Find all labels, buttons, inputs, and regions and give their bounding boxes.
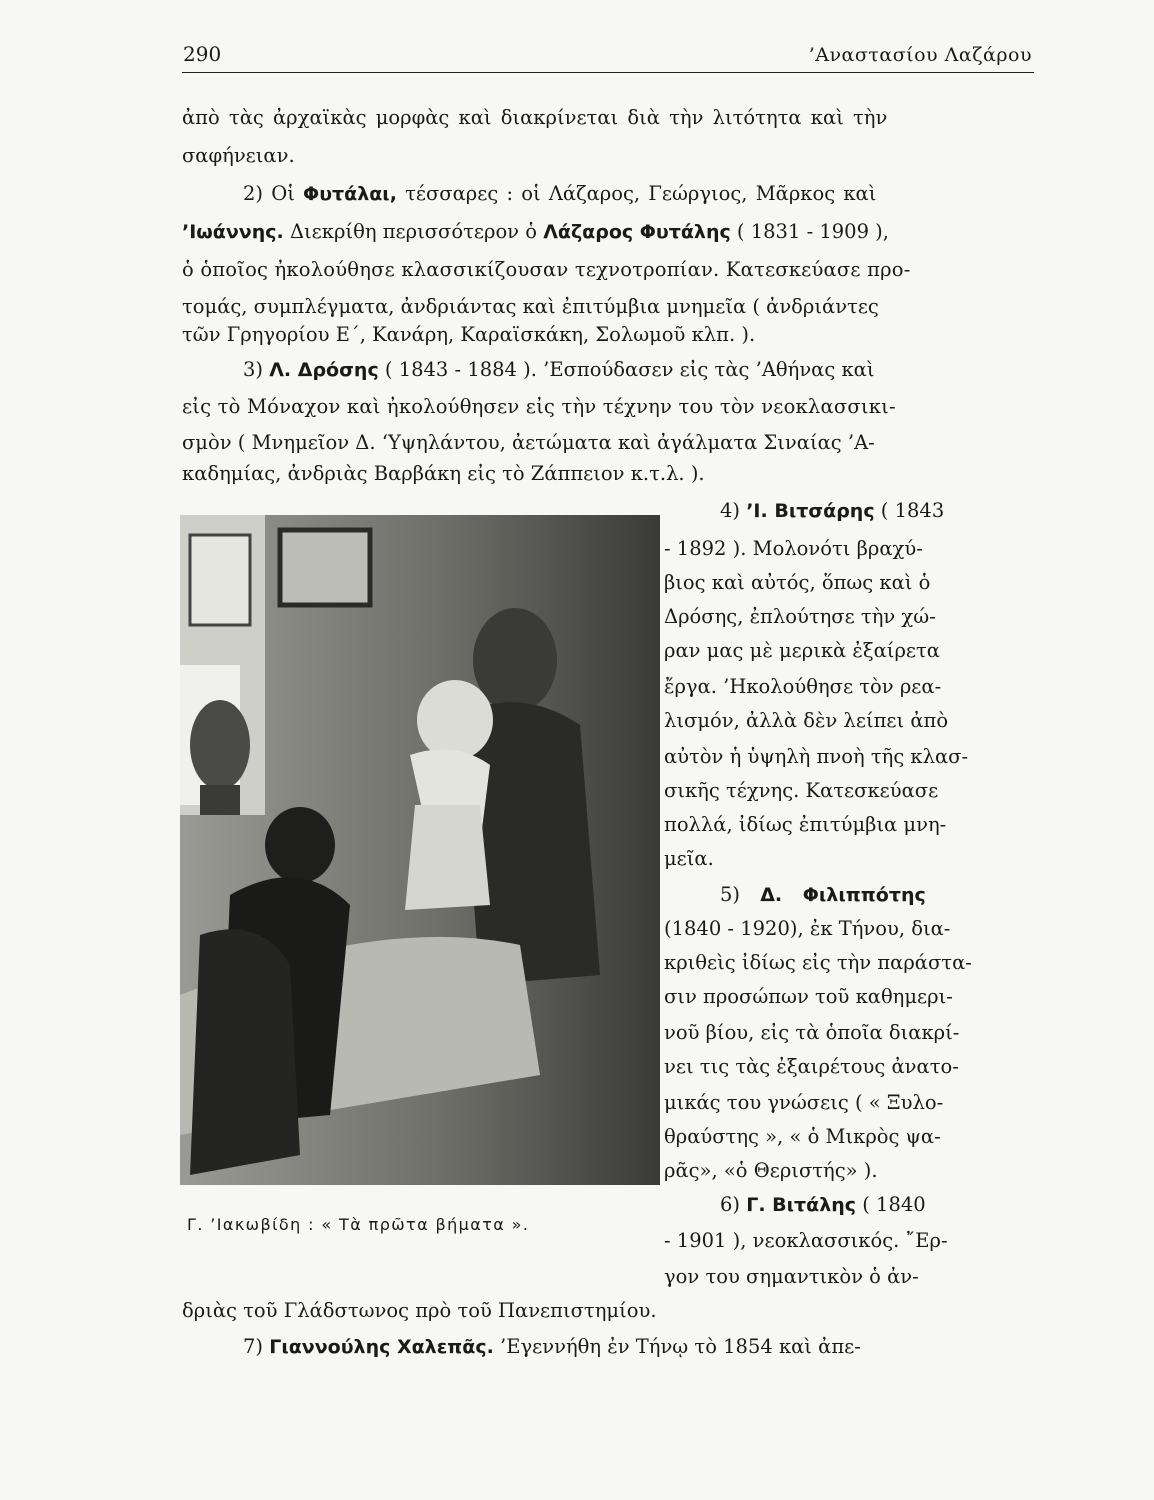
text-line-10: σμὸν ( Μνημεῖον Δ. ‘Υψηλάντου, ἀετώματα καὶ ἀγάλματα Σιναίας ’Α-	[182, 431, 875, 454]
text-line-8: 3) Λ. Δρόσης ( 1843 - 1884 ). ’Εσπούδασεν εἰς τὰς ’Αθήνας καὶ	[243, 358, 875, 381]
text-right-1: 4) ’Ι. Βιτσάρης ( 1843	[720, 499, 945, 522]
header-rule	[182, 72, 1034, 73]
text-right-22: - 1901 ), νεοκλασσικός. ῎Ερ-	[664, 1229, 948, 1252]
text-line-7: τῶν Γρηγορίου Ε΄, Κανάρη, Καραϊσκάκη, Σολωμοῦ κλπ. ).	[182, 323, 756, 346]
running-head: ’Αναστασίου Λαζάρου	[808, 44, 1032, 66]
text-line-3: 2) Οἱ Φυτάλαι, τέσσαρες : οἱ Λάζαρος, Γεώργιος, Μᾶρκος καὶ	[243, 182, 877, 205]
text-right-12: 5) Δ. Φιλιππότης	[720, 883, 926, 906]
text-right-4: Δρόσης, ἐπλούτησε τὴν χώ-	[664, 605, 936, 628]
text-right-17: νει τις τὰς ἐξαιρέτους ἀνατο-	[664, 1055, 959, 1078]
text-line-13: 7) Γιαννούλης Χαλεπᾶς. ’Εγεννήθη ἐν Τήνῳ τὸ 1854 καὶ ἀπε-	[243, 1335, 861, 1358]
text-right-13: (1840 - 1920), ἐκ Τήνου, δια-	[664, 917, 951, 940]
text-right-18: μικάς του γνώσεις ( « Ξυλο-	[664, 1091, 944, 1114]
text-right-21: 6) Γ. Βιτάλης ( 1840	[720, 1193, 926, 1216]
text-right-14: κριθεὶς ἰδίως εἰς τὴν παράστα-	[664, 951, 972, 974]
text-line-9: εἰς τὸ Μόναχον καὶ ἠκολούθησεν εἰς τὴν τέχνην του τὸν νεοκλασσικι-	[182, 395, 896, 418]
text-line-5: ὁ ὁποῖος ἠκολούθησε κλασσικίζουσαν τεχνοτροπίαν. Κατεσκεύασε προ-	[182, 258, 911, 281]
page-number: 290	[183, 42, 222, 66]
text-right-6: ἔργα. ’Ηκολούθησε τὸν ρεα-	[664, 675, 942, 698]
figure-photo	[180, 515, 660, 1185]
text-right-8: αὐτὸν ἡ ὑψηλὴ πνοὴ τῆς κλασ-	[664, 745, 969, 768]
text-right-20: ρᾶς», «ὁ Θεριστής» ).	[664, 1159, 878, 1182]
text-line-11: καδημίας, ἀνδριὰς Βαρβάκη εἰς τὸ Ζάππειον κ.τ.λ. ).	[182, 462, 705, 485]
text-right-16: νοῦ βίου, εἰς τὰ ὁποῖα διακρί-	[664, 1021, 960, 1044]
text-right-10: πολλά, ἰδίως ἐπιτύμβια μνη-	[664, 813, 947, 836]
text-right-19: θραύστης », « ὁ Μικρὸς ψα-	[664, 1125, 941, 1148]
text-line-12: δριὰς τοῦ Γλάδστωνος πρὸ τοῦ Πανεπιστημίου.	[182, 1299, 657, 1322]
figure-caption: Γ. ’Ιακωβίδη : « Τὰ πρῶτα βήματα ».	[187, 1215, 530, 1234]
text-right-7: λισμόν, ἀλλὰ δὲν λείπει ἀπὸ	[664, 709, 949, 732]
text-right-15: σιν προσώπων τοῦ καθημερι-	[664, 985, 953, 1008]
text-right-2: - 1892 ). Μολονότι βραχύ-	[664, 537, 923, 560]
text-line-4: ’Ιωάννης. Διεκρίθη περισσότερον ὁ Λάζαρος Φυτάλης ( 1831 - 1909 ),	[182, 220, 889, 243]
text-right-3: βιος καὶ αὐτός, ὅπως καὶ ὁ	[664, 571, 931, 594]
figure-illustration	[180, 515, 660, 1185]
text-line-2: σαφήνειαν.	[182, 144, 295, 167]
text-right-5: ραν μας μὲ μερικὰ ἐξαίρετα	[664, 639, 940, 662]
text-line-6: τομάς, συμπλέγματα, ἀνδριάντας καὶ ἐπιτύμβια μνημεῖα ( ἀνδριάντες	[182, 295, 879, 318]
text-right-11: μεῖα.	[664, 847, 714, 870]
text-right-9: σικῆς τέχνης. Κατεσκεύασε	[664, 779, 939, 802]
text-line-1: ἀπὸ τὰς ἀρχαϊκὰς μορφὰς καὶ διακρίνεται διὰ τὴν λιτότητα καὶ τὴν	[182, 106, 888, 129]
text-right-23: γον του σημαντικὸν ὁ ἀν-	[664, 1265, 919, 1288]
